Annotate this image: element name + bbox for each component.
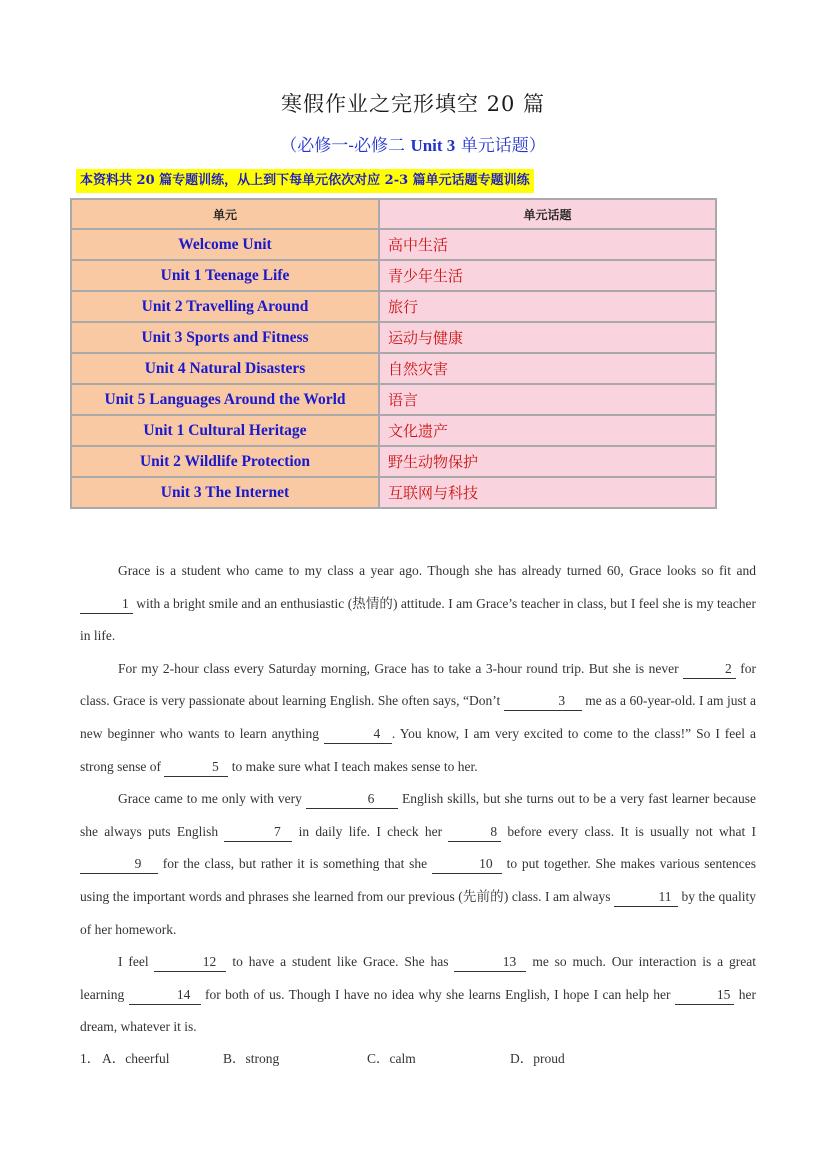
paragraph-2 bbox=[80, 653, 756, 783]
page-subtitle bbox=[0, 131, 826, 156]
text-segment: to put together. She makes various sentences using the important words and phrases she learned from our previous (先前的) class. I am always bbox=[80, 856, 756, 904]
highlight-note: 本资料共 20 篇专题训练，从上到下每单元依次对应 2-3 篇单元话题专题训练 bbox=[76, 169, 534, 193]
blank-10: 10 bbox=[432, 855, 502, 874]
text-segment: me as a 60-year-old. I am just a new beginner who wants to learn anything bbox=[80, 693, 756, 741]
unit-cell: Unit 2 Wildlife Protection bbox=[71, 446, 379, 477]
unit-topic-table bbox=[70, 198, 717, 509]
table-row bbox=[71, 384, 716, 415]
blank-2: 2 bbox=[683, 660, 736, 679]
topic-cell: 语言 bbox=[379, 384, 716, 415]
paragraph-3 bbox=[80, 783, 756, 946]
text-segment: I feel bbox=[118, 954, 155, 970]
unit-cell: Unit 1 Teenage Life bbox=[71, 260, 379, 291]
blank-4: 4 bbox=[324, 725, 392, 744]
cloze-passage bbox=[80, 555, 756, 1044]
text-segment: her dream, whatever it is. bbox=[80, 986, 756, 1035]
topic-cell: 野生动物保护 bbox=[379, 446, 716, 477]
blank-14: 14 bbox=[129, 986, 201, 1005]
topic-cell: 互联网与科技 bbox=[379, 477, 716, 508]
topic-cell: 旅行 bbox=[379, 291, 716, 322]
subtitle-unit: Unit 3 bbox=[410, 136, 456, 155]
blank-11: 11 bbox=[614, 888, 678, 907]
text-segment: by the quality of her homework. bbox=[80, 888, 756, 937]
text-segment: . You know, I am very excited to come to the class!” So I feel a strong sense of bbox=[80, 725, 756, 774]
question-number: 1． bbox=[80, 1051, 101, 1066]
table-row bbox=[71, 229, 716, 260]
table-row bbox=[71, 477, 716, 508]
table-row bbox=[71, 322, 716, 353]
unit-cell: Unit 4 Natural Disasters bbox=[71, 353, 379, 384]
unit-cell: Welcome Unit bbox=[71, 229, 379, 260]
option-b[interactable]: B．strong bbox=[223, 1051, 280, 1066]
text-segment: for class. Grace is very passionate about learning English. She often says, “Don’t bbox=[80, 660, 756, 709]
topic-cell: 青少年生活 bbox=[379, 260, 716, 291]
text-segment: to have a student like Grace. She has bbox=[226, 954, 455, 970]
unit-cell: Unit 2 Travelling Around bbox=[71, 291, 379, 322]
text-segment: to make sure what I teach makes sense to her. bbox=[228, 758, 478, 774]
text-segment: for both of us. Though I have no idea why she learns English, I hope I can help her bbox=[200, 986, 675, 1002]
page-title: 寒假作业之完形填空 20 篇 bbox=[280, 92, 546, 116]
option-d[interactable]: D．proud bbox=[510, 1051, 565, 1066]
text-segment: For my 2-hour class every Saturday morning, Grace has to take a 3-hour round trip. But she is never bbox=[118, 660, 684, 676]
unit-cell: Unit 3 The Internet bbox=[71, 477, 379, 508]
topic-cell: 运动与健康 bbox=[379, 322, 716, 353]
blank-9: 9 bbox=[80, 855, 158, 874]
table-row bbox=[71, 415, 716, 446]
blank-15: 15 bbox=[675, 986, 735, 1005]
header-topic: 单元话题 bbox=[379, 199, 716, 229]
text-segment: before every class. It is usually not what I bbox=[501, 823, 756, 839]
paragraph-1 bbox=[80, 555, 756, 653]
text-segment: Grace came to me only with very bbox=[118, 791, 306, 807]
topic-cell: 文化遗产 bbox=[379, 415, 716, 446]
blank-1: 1 bbox=[80, 595, 133, 614]
blank-5: 5 bbox=[164, 758, 228, 777]
table-row bbox=[71, 446, 716, 477]
unit-cell: Unit 5 Languages Around the World bbox=[71, 384, 379, 415]
blank-6: 6 bbox=[306, 790, 398, 809]
table-row bbox=[71, 291, 716, 322]
paragraph-4 bbox=[80, 946, 756, 1044]
text-segment: in daily life. I check her bbox=[292, 823, 449, 839]
blank-12: 12 bbox=[154, 953, 226, 972]
topic-cell: 高中生活 bbox=[379, 229, 716, 260]
table-row bbox=[71, 260, 716, 291]
table-header-row bbox=[71, 199, 716, 229]
text-segment: for the class, but rather it is something that she bbox=[158, 856, 432, 872]
blank-7: 7 bbox=[224, 823, 292, 842]
text-segment: me so much. Our interaction is a great learning bbox=[80, 954, 757, 1002]
blank-13: 13 bbox=[454, 953, 526, 972]
text-segment: English skills, but she turns out to be a very fast learner because she always puts English bbox=[80, 791, 756, 839]
text-segment: with a bright smile and an enthusiastic (热情的) attitude. I am Grace’s teacher in class, but I feel she is my teacher in life. bbox=[80, 595, 756, 644]
unit-cell: Unit 1 Cultural Heritage bbox=[71, 415, 379, 446]
blank-8: 8 bbox=[448, 823, 501, 842]
topic-cell: 自然灾害 bbox=[379, 353, 716, 384]
header-unit: 单元 bbox=[71, 199, 379, 229]
blank-3: 3 bbox=[504, 692, 582, 711]
option-a[interactable]: A．cheerful bbox=[102, 1051, 170, 1066]
subtitle-prefix: （必修一-必修二 bbox=[280, 136, 411, 156]
table-row bbox=[71, 353, 716, 384]
unit-cell: Unit 3 Sports and Fitness bbox=[71, 322, 379, 353]
subtitle-suffix: 单元话题） bbox=[455, 136, 546, 156]
text-segment: Grace is a student who came to my class a year ago. Though she has already turned 60, Grace looks so fit and bbox=[118, 563, 756, 578]
option-c[interactable]: C．calm bbox=[367, 1051, 416, 1066]
